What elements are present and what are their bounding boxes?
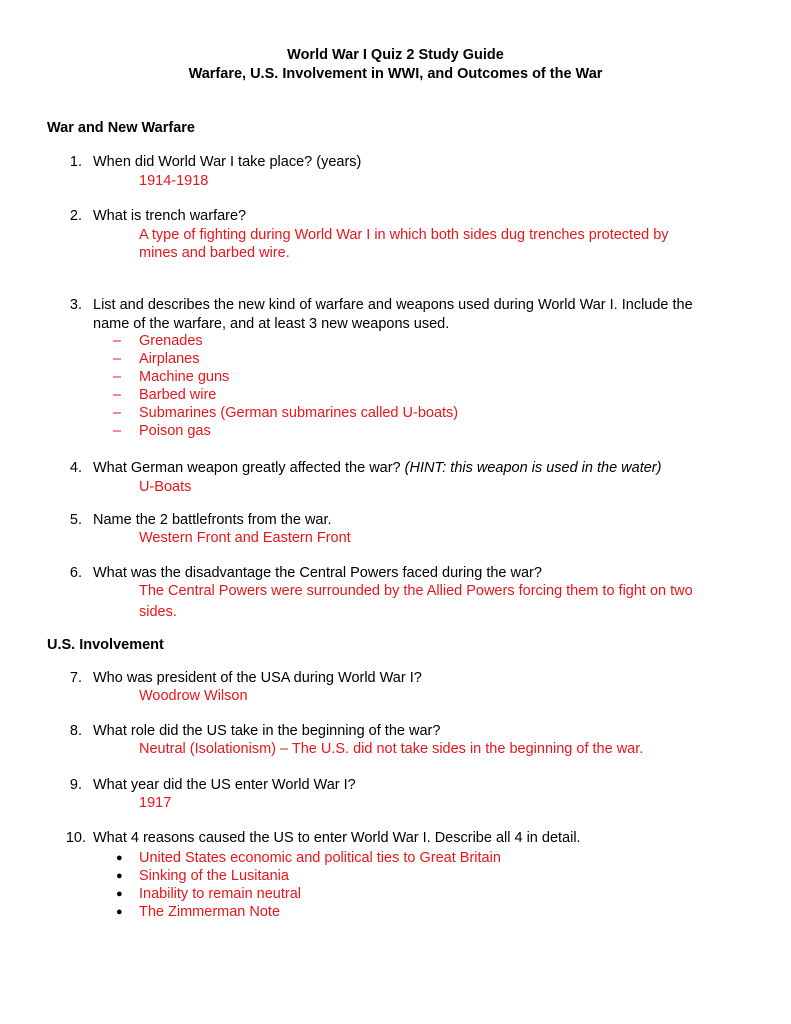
dash-bullet: –	[113, 405, 122, 421]
bullet-dot: ●	[116, 906, 123, 918]
dash-bullet: –	[113, 369, 122, 385]
question-number: 4.	[69, 460, 82, 476]
question-text: List and describes the new kind of warfare and weapons used during World War I. Include the	[93, 297, 693, 313]
question-text: Who was president of the USA during World War I?	[93, 670, 422, 686]
question-main-text: What German weapon greatly affected the war?	[93, 460, 401, 476]
answer-text: Neutral (Isolationism) – The U.S. did not take sides in the beginning of the war.	[139, 741, 644, 757]
question-number: 6.	[69, 565, 82, 581]
question-text: name of the warfare, and at least 3 new weapons used.	[93, 316, 450, 332]
dash-bullet: –	[113, 333, 122, 349]
bullet-dot: ●	[116, 888, 123, 900]
section-heading-us-involvement: U.S. Involvement	[47, 637, 164, 653]
list-item: The Zimmerman Note	[139, 904, 281, 920]
list-item: Poison gas	[139, 423, 211, 439]
document-subtitle: Warfare, U.S. Involvement in WWI, and Outcomes of the War	[188, 66, 603, 82]
list-item: Submarines (German submarines called U-boats)	[139, 405, 459, 421]
section-heading-warfare: War and New Warfare	[47, 120, 195, 136]
question-text: What is trench warfare?	[93, 208, 247, 224]
question-number: 9.	[69, 777, 82, 793]
list-item: Sinking of the Lusitania	[139, 868, 289, 884]
dash-bullet: –	[113, 351, 122, 367]
question-text: What year did the US enter World War I?	[93, 777, 356, 793]
question-text: What was the disadvantage the Central Powers faced during the war?	[93, 565, 542, 581]
question-number: 5.	[69, 512, 82, 528]
answer-text: Western Front and Eastern Front	[139, 530, 351, 546]
question-number: 7.	[69, 670, 82, 686]
question-text: What role did the US take in the beginning of the war?	[93, 723, 441, 739]
question-number: 8.	[69, 723, 82, 739]
question-text: What 4 reasons caused the US to enter World War I. Describe all 4 in detail.	[93, 830, 581, 846]
answer-text: sides.	[139, 604, 177, 620]
question-text	[93, 460, 661, 476]
question-number: 10.	[65, 830, 86, 846]
bullet-dot: ●	[116, 852, 123, 864]
list-item: United States economic and political ties to Great Britain	[139, 850, 501, 866]
hint-text: (HINT: this weapon is used in the water)	[404, 460, 662, 476]
bullet-dot: ●	[116, 870, 123, 882]
answer-text: mines and barbed wire.	[139, 245, 290, 261]
dash-bullet: –	[113, 423, 122, 439]
question-number: 3.	[69, 297, 82, 313]
list-item: Barbed wire	[139, 387, 217, 403]
answer-text: 1917	[139, 795, 172, 811]
answer-text: U-Boats	[139, 479, 192, 495]
document-title: World War I Quiz 2 Study Guide	[287, 47, 504, 63]
list-item: Grenades	[139, 333, 203, 349]
answer-text: 1914-1918	[139, 173, 209, 189]
question-number: 2.	[69, 208, 82, 224]
list-item: Airplanes	[139, 351, 200, 367]
question-number: 1.	[69, 154, 82, 170]
question-text: When did World War I take place? (years)	[93, 154, 362, 170]
list-item: Inability to remain neutral	[139, 886, 301, 902]
question-text: Name the 2 battlefronts from the war.	[93, 512, 332, 528]
dash-bullet: –	[113, 387, 122, 403]
answer-text: The Central Powers were surrounded by the Allied Powers forcing them to fight on two	[139, 583, 693, 599]
answer-text: Woodrow Wilson	[139, 688, 248, 704]
list-item: Machine guns	[139, 369, 230, 385]
answer-text: A type of fighting during World War I in which both sides dug trenches protected by	[139, 227, 669, 243]
